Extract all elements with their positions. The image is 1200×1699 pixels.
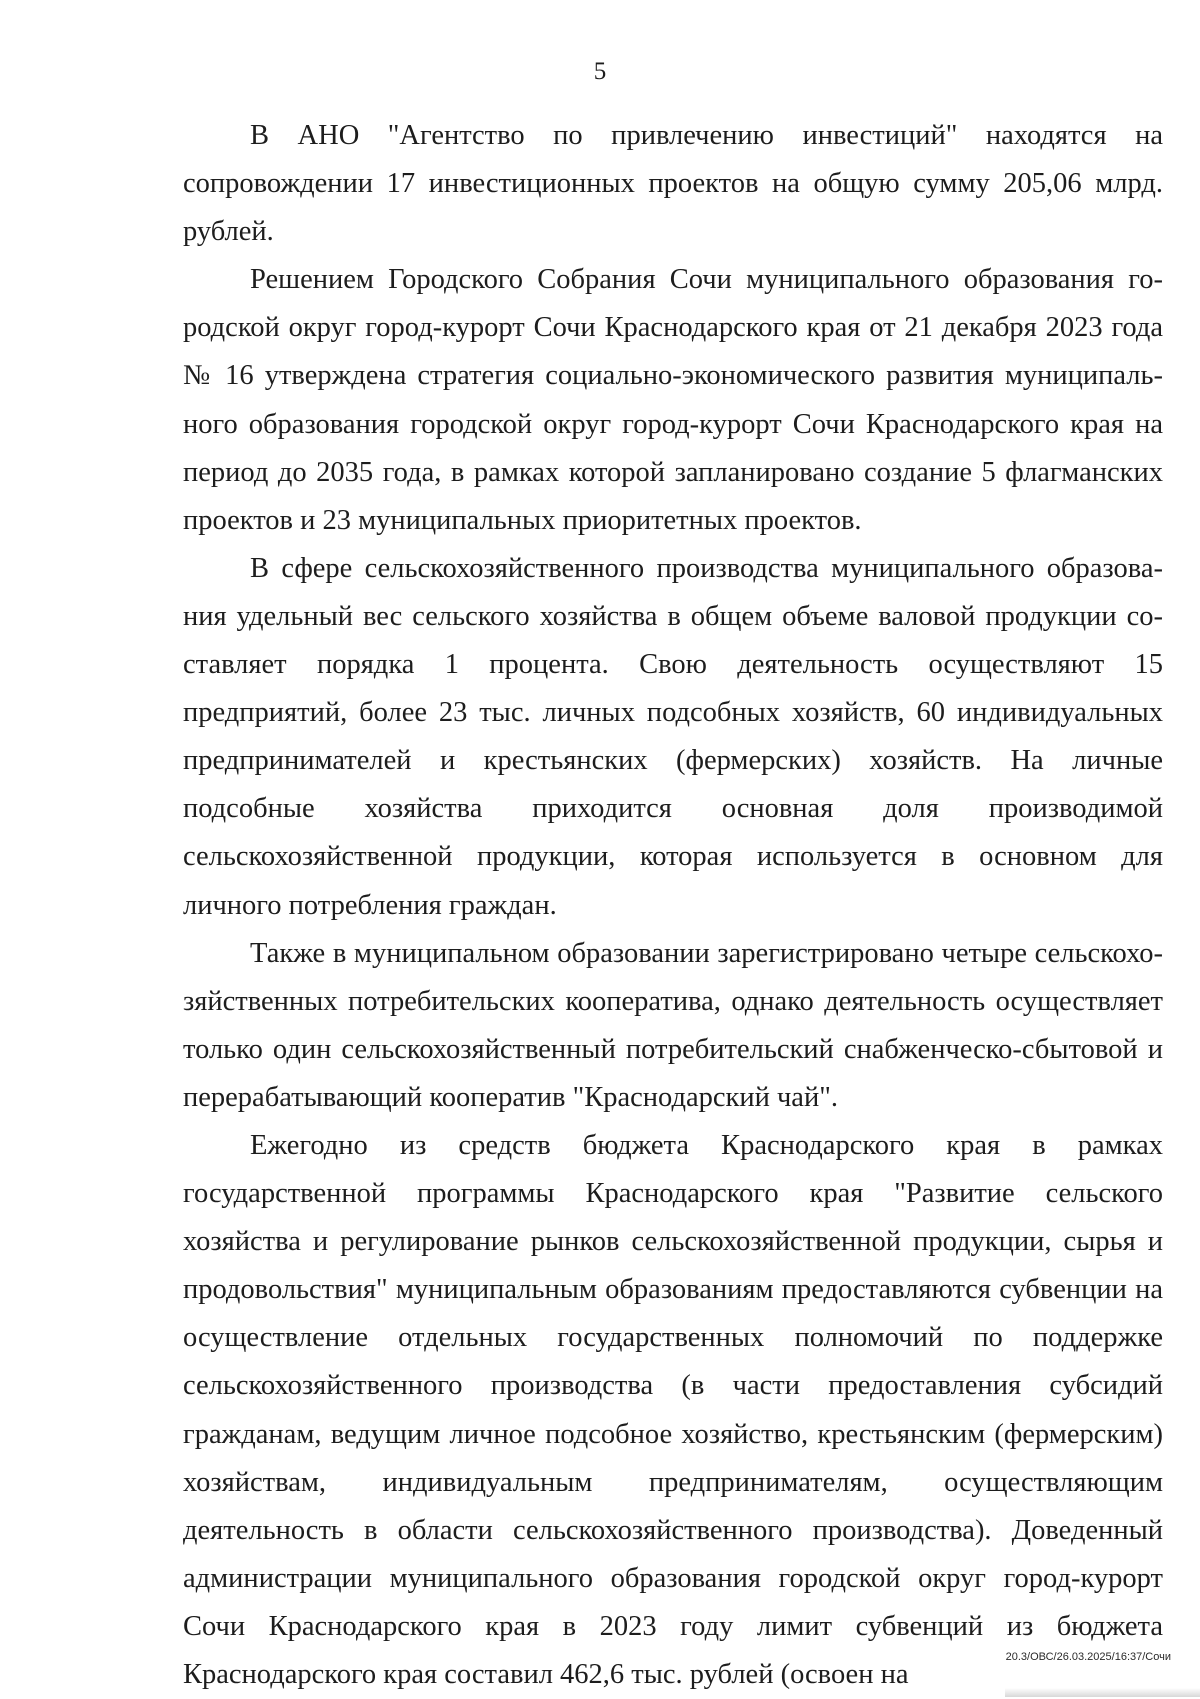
paragraph-subventions: Ежегодно из средств бюджета Краснодарского края в рамках государственной программы Краснодарского края "Развитие сельского хозяйства и регулирование рынков сельскохозяйственной продукции, сырья и продовольствия" муниципальным образованиям предоставляются субвенции на осуществление отдельных государственных полномочий по поддержке сельскохозяйственного производства (в части предоставления субсидий гражданам, ведущим личное подсобное хозяйство, крестьянским (фермерским) хозяйствам, индивидуальным предпринимателям, осуществляющим деятельность в области сельскохозяйственного производства). Доведенный администрации муниципального образования городской округ город-курорт Сочи Краснодарского края в 2023 году лимит субвенций из бюджета Краснодарского края составил 462,6 тыс. рублей (освоен на xyxy=(183,1129,1163,1690)
document-body xyxy=(183,112,1163,1699)
scan-edge-shadow xyxy=(1005,1688,1200,1697)
page-number: 5 xyxy=(593,58,607,85)
paragraph-agriculture: В сфере сельскохозяйственного производства муниципального образования удельный вес сельского хозяйства в общем объеме валовой продукции составляет порядка 1 процента. Свою деятельность осуществляют 15 предприятий, более 23 тыс. личных подсобных хозяйств, 60 индивидуальных предпринимателей и крестьянских (фермерских) хозяйств. На личные подсобные хозяйства приходится основная доля производимой сельскохозяйственной продукции, которая используется в основном для личного потребления граждан. xyxy=(183,552,1163,921)
paragraph-investment-projects: В АНО "Агентство по привлечению инвестиций" находятся на сопровождении 17 инвестиционных проектов на общую сумму 205,06 млрд. рублей. xyxy=(183,120,1163,248)
paragraph-cooperatives: Также в муниципальном образовании зарегистрировано четыре сельскохозяйственных потребительских кооператива, однако деятельность осуществляет только один сельскохозяйственный потребительский снабженческо-сбытовой и перерабатывающий кооператив "Краснодарский чай". xyxy=(183,937,1163,1113)
paragraph-strategy: Решением Городского Собрания Сочи муниципального образования городской округ город-курорт Сочи Краснодарского края от 21 декабря 2023 года № 16 утверждена стратегия социально-экономического развития муниципального образования городской округ город-курорт Сочи Краснодарского края на период до 2035 года, в рамках которой запланировано создание 5 флагманских проектов и 23 муниципальных приоритетных проектов. xyxy=(183,264,1163,536)
footer-stamp: 20.3/ОВС/26.03.2025/16:37/Сочи xyxy=(1005,1651,1171,1663)
